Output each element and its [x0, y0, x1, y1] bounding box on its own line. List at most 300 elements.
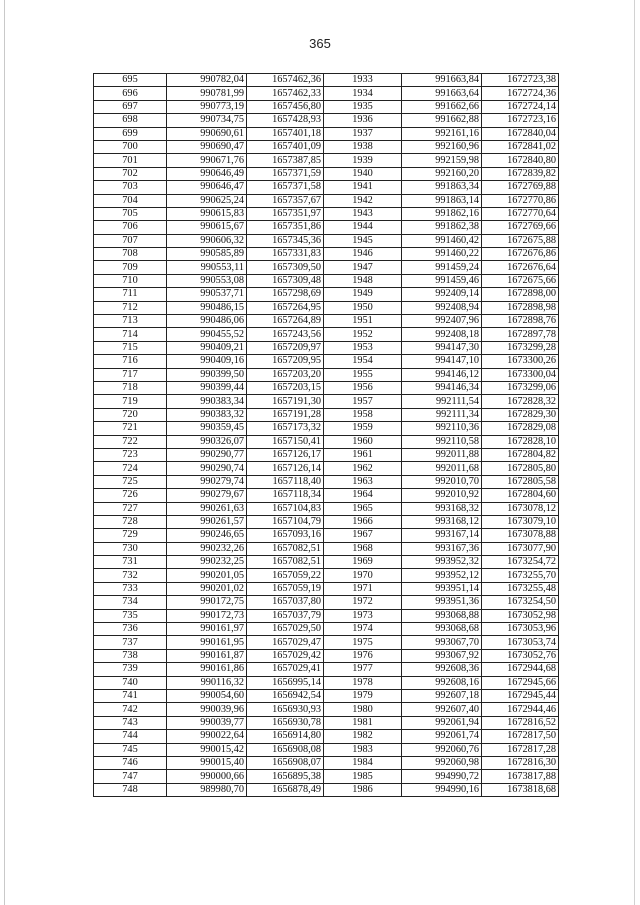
- point-number-right: 1977: [324, 663, 402, 676]
- x-coordinate-left: 990172,75: [167, 596, 247, 609]
- y-coordinate-right: 1673053,74: [482, 636, 559, 649]
- y-coordinate-left: 1657173,32: [247, 422, 324, 435]
- y-coordinate-left: 1657351,86: [247, 221, 324, 234]
- table-row: [94, 341, 559, 354]
- y-coordinate-right: 1673052,76: [482, 649, 559, 662]
- x-coordinate-left: 990161,86: [167, 663, 247, 676]
- point-number-right: 1969: [324, 556, 402, 569]
- x-coordinate-right: 992011,68: [402, 462, 482, 475]
- x-coordinate-left: 990773,19: [167, 100, 247, 113]
- y-coordinate-left: 1657059,22: [247, 569, 324, 582]
- x-coordinate-right: 992160,96: [402, 140, 482, 153]
- y-coordinate-right: 1672841,02: [482, 140, 559, 153]
- point-number-right: 1973: [324, 609, 402, 622]
- x-coordinate-right: 992060,76: [402, 743, 482, 756]
- point-number-right: 1968: [324, 542, 402, 555]
- y-coordinate-left: 1657351,97: [247, 207, 324, 220]
- table-row: [94, 154, 559, 167]
- table-row: [94, 703, 559, 716]
- x-coordinate-left: 990054,60: [167, 689, 247, 702]
- y-coordinate-right: 1672898,76: [482, 315, 559, 328]
- y-coordinate-right: 1673254,50: [482, 596, 559, 609]
- table-row: [94, 649, 559, 662]
- y-coordinate-left: 1657029,47: [247, 636, 324, 649]
- x-coordinate-left: 990409,16: [167, 355, 247, 368]
- point-number-right: 1983: [324, 743, 402, 756]
- table-row: [94, 87, 559, 100]
- table-row: [94, 100, 559, 113]
- x-coordinate-left: 990015,42: [167, 743, 247, 756]
- table-row: [94, 569, 559, 582]
- table-row: [94, 408, 559, 421]
- y-coordinate-left: 1657428,93: [247, 114, 324, 127]
- point-number-right: 1984: [324, 756, 402, 769]
- point-number-right: 1979: [324, 689, 402, 702]
- point-number-left: 731: [94, 556, 167, 569]
- x-coordinate-left: 990646,49: [167, 167, 247, 180]
- x-coordinate-left: 990000,66: [167, 770, 247, 783]
- y-coordinate-left: 1657203,20: [247, 368, 324, 381]
- x-coordinate-right: 993168,32: [402, 502, 482, 515]
- point-number-right: 1963: [324, 475, 402, 488]
- y-coordinate-left: 1656908,07: [247, 756, 324, 769]
- x-coordinate-left: 990615,83: [167, 207, 247, 220]
- y-coordinate-right: 1672945,66: [482, 676, 559, 689]
- x-coordinate-left: 990279,74: [167, 475, 247, 488]
- x-coordinate-left: 990015,40: [167, 756, 247, 769]
- y-coordinate-right: 1672675,66: [482, 274, 559, 287]
- table-row: [94, 676, 559, 689]
- point-number-right: 1967: [324, 529, 402, 542]
- table-row: [94, 462, 559, 475]
- point-number-right: 1944: [324, 221, 402, 234]
- y-coordinate-right: 1673079,10: [482, 515, 559, 528]
- x-coordinate-right: 992110,36: [402, 422, 482, 435]
- y-coordinate-left: 1657298,69: [247, 288, 324, 301]
- point-number-left: 737: [94, 636, 167, 649]
- y-coordinate-right: 1672804,60: [482, 489, 559, 502]
- y-coordinate-right: 1673255,48: [482, 582, 559, 595]
- y-coordinate-left: 1656995,14: [247, 676, 324, 689]
- x-coordinate-right: 991459,46: [402, 274, 482, 287]
- table-row: [94, 114, 559, 127]
- point-number-right: 1940: [324, 167, 402, 180]
- table-row: [94, 502, 559, 515]
- x-coordinate-left: 990279,67: [167, 489, 247, 502]
- y-coordinate-left: 1657203,15: [247, 381, 324, 394]
- point-number-right: 1951: [324, 315, 402, 328]
- x-coordinate-left: 990290,77: [167, 448, 247, 461]
- x-coordinate-right: 992111,34: [402, 408, 482, 421]
- point-number-right: 1960: [324, 435, 402, 448]
- y-coordinate-left: 1657456,80: [247, 100, 324, 113]
- table-row: [94, 475, 559, 488]
- y-coordinate-right: 1672770,86: [482, 194, 559, 207]
- x-coordinate-right: 992408,94: [402, 301, 482, 314]
- x-coordinate-right: 994147,10: [402, 355, 482, 368]
- point-number-right: 1978: [324, 676, 402, 689]
- point-number-left: 707: [94, 234, 167, 247]
- point-number-right: 1941: [324, 181, 402, 194]
- point-number-left: 710: [94, 274, 167, 287]
- x-coordinate-right: 991460,22: [402, 248, 482, 261]
- y-coordinate-right: 1672816,52: [482, 716, 559, 729]
- table-row: [94, 248, 559, 261]
- x-coordinate-left: 990201,05: [167, 569, 247, 582]
- x-coordinate-left: 990553,08: [167, 274, 247, 287]
- point-number-left: 714: [94, 328, 167, 341]
- y-coordinate-left: 1657104,79: [247, 515, 324, 528]
- point-number-right: 1966: [324, 515, 402, 528]
- x-coordinate-right: 992010,70: [402, 475, 482, 488]
- y-coordinate-left: 1657264,89: [247, 315, 324, 328]
- table-row: [94, 127, 559, 140]
- y-coordinate-left: 1657029,41: [247, 663, 324, 676]
- point-number-right: 1955: [324, 368, 402, 381]
- x-coordinate-left: 990409,21: [167, 341, 247, 354]
- x-coordinate-right: 991862,16: [402, 207, 482, 220]
- y-coordinate-right: 1672676,86: [482, 248, 559, 261]
- point-number-left: 699: [94, 127, 167, 140]
- point-number-right: 1945: [324, 234, 402, 247]
- point-number-left: 733: [94, 582, 167, 595]
- point-number-right: 1946: [324, 248, 402, 261]
- y-coordinate-left: 1657462,36: [247, 74, 324, 87]
- y-coordinate-left: 1657309,48: [247, 274, 324, 287]
- table-row: [94, 529, 559, 542]
- x-coordinate-right: 993068,68: [402, 623, 482, 636]
- x-coordinate-right: 992060,98: [402, 756, 482, 769]
- point-number-right: 1947: [324, 261, 402, 274]
- y-coordinate-left: 1656908,08: [247, 743, 324, 756]
- table-row: [94, 261, 559, 274]
- point-number-left: 726: [94, 489, 167, 502]
- point-number-left: 723: [94, 448, 167, 461]
- point-number-left: 742: [94, 703, 167, 716]
- point-number-right: 1957: [324, 395, 402, 408]
- y-coordinate-left: 1657037,80: [247, 596, 324, 609]
- y-coordinate-right: 1673300,26: [482, 355, 559, 368]
- y-coordinate-left: 1657118,40: [247, 475, 324, 488]
- x-coordinate-left: 990161,95: [167, 636, 247, 649]
- x-coordinate-left: 990486,15: [167, 301, 247, 314]
- x-coordinate-right: 991663,64: [402, 87, 482, 100]
- point-number-right: 1937: [324, 127, 402, 140]
- x-coordinate-right: 992608,36: [402, 663, 482, 676]
- y-coordinate-right: 1673300,04: [482, 368, 559, 381]
- y-coordinate-right: 1672945,44: [482, 689, 559, 702]
- x-coordinate-right: 993067,92: [402, 649, 482, 662]
- y-coordinate-left: 1657082,51: [247, 556, 324, 569]
- y-coordinate-left: 1657093,16: [247, 529, 324, 542]
- x-coordinate-right: 994147,30: [402, 341, 482, 354]
- y-coordinate-right: 1673077,90: [482, 542, 559, 555]
- point-number-left: 740: [94, 676, 167, 689]
- x-coordinate-right: 993168,12: [402, 515, 482, 528]
- y-coordinate-left: 1657191,30: [247, 395, 324, 408]
- x-coordinate-right: 993951,36: [402, 596, 482, 609]
- y-coordinate-left: 1657264,95: [247, 301, 324, 314]
- y-coordinate-right: 1672769,66: [482, 221, 559, 234]
- x-coordinate-left: 990039,96: [167, 703, 247, 716]
- point-number-right: 1975: [324, 636, 402, 649]
- x-coordinate-left: 990116,32: [167, 676, 247, 689]
- table-row: [94, 234, 559, 247]
- point-number-left: 743: [94, 716, 167, 729]
- x-coordinate-left: 990326,07: [167, 435, 247, 448]
- point-number-right: 1985: [324, 770, 402, 783]
- table-row: [94, 355, 559, 368]
- y-coordinate-right: 1672816,30: [482, 756, 559, 769]
- table-row: [94, 716, 559, 729]
- y-coordinate-right: 1673255,70: [482, 569, 559, 582]
- scan-right-edge: [634, 0, 635, 905]
- point-number-left: 717: [94, 368, 167, 381]
- y-coordinate-right: 1673078,12: [482, 502, 559, 515]
- x-coordinate-left: 990161,97: [167, 623, 247, 636]
- x-coordinate-right: 992161,16: [402, 127, 482, 140]
- x-coordinate-left: 990359,45: [167, 422, 247, 435]
- y-coordinate-right: 1672804,82: [482, 448, 559, 461]
- x-coordinate-right: 992010,92: [402, 489, 482, 502]
- x-coordinate-left: 990690,47: [167, 140, 247, 153]
- table-row: [94, 381, 559, 394]
- y-coordinate-left: 1657401,09: [247, 140, 324, 153]
- table-row: [94, 542, 559, 555]
- table-row: [94, 301, 559, 314]
- point-number-left: 730: [94, 542, 167, 555]
- x-coordinate-left: 990232,26: [167, 542, 247, 555]
- y-coordinate-right: 1672676,64: [482, 261, 559, 274]
- x-coordinate-left: 990039,77: [167, 716, 247, 729]
- x-coordinate-right: 993068,88: [402, 609, 482, 622]
- table-row: [94, 609, 559, 622]
- table-row: [94, 623, 559, 636]
- y-coordinate-left: 1657118,34: [247, 489, 324, 502]
- point-number-left: 701: [94, 154, 167, 167]
- x-coordinate-left: 990782,04: [167, 74, 247, 87]
- x-coordinate-left: 990625,24: [167, 194, 247, 207]
- point-number-left: 745: [94, 743, 167, 756]
- y-coordinate-left: 1657126,14: [247, 462, 324, 475]
- y-coordinate-left: 1657209,97: [247, 341, 324, 354]
- point-number-left: 698: [94, 114, 167, 127]
- x-coordinate-right: 992061,74: [402, 730, 482, 743]
- y-coordinate-left: 1657029,42: [247, 649, 324, 662]
- point-number-left: 722: [94, 435, 167, 448]
- point-number-left: 747: [94, 770, 167, 783]
- y-coordinate-left: 1657401,18: [247, 127, 324, 140]
- table-row: [94, 395, 559, 408]
- table-row: [94, 448, 559, 461]
- table-row: [94, 140, 559, 153]
- y-coordinate-right: 1672829,30: [482, 408, 559, 421]
- x-coordinate-left: 990201,02: [167, 582, 247, 595]
- table-row: [94, 783, 559, 796]
- point-number-right: 1970: [324, 569, 402, 582]
- table-row: [94, 582, 559, 595]
- table-row: [94, 368, 559, 381]
- table-row: [94, 435, 559, 448]
- point-number-right: 1982: [324, 730, 402, 743]
- coordinates-table-body: [94, 74, 559, 797]
- y-coordinate-left: 1657462,33: [247, 87, 324, 100]
- y-coordinate-right: 1672724,36: [482, 87, 559, 100]
- point-number-right: 1934: [324, 87, 402, 100]
- point-number-right: 1954: [324, 355, 402, 368]
- x-coordinate-right: 992608,16: [402, 676, 482, 689]
- y-coordinate-left: 1657191,28: [247, 408, 324, 421]
- point-number-left: 709: [94, 261, 167, 274]
- point-number-right: 1962: [324, 462, 402, 475]
- point-number-left: 744: [94, 730, 167, 743]
- y-coordinate-right: 1672944,46: [482, 703, 559, 716]
- x-coordinate-right: 991662,88: [402, 114, 482, 127]
- x-coordinate-left: 990246,65: [167, 529, 247, 542]
- x-coordinate-right: 992408,18: [402, 328, 482, 341]
- y-coordinate-right: 1672817,28: [482, 743, 559, 756]
- table-row: [94, 221, 559, 234]
- x-coordinate-right: 993167,14: [402, 529, 482, 542]
- point-number-right: 1952: [324, 328, 402, 341]
- x-coordinate-right: 992159,98: [402, 154, 482, 167]
- point-number-right: 1956: [324, 381, 402, 394]
- x-coordinate-right: 991459,24: [402, 261, 482, 274]
- table-row: [94, 207, 559, 220]
- x-coordinate-left: 990399,44: [167, 381, 247, 394]
- x-coordinate-left: 990455,52: [167, 328, 247, 341]
- y-coordinate-right: 1672723,38: [482, 74, 559, 87]
- x-coordinate-right: 992607,18: [402, 689, 482, 702]
- y-coordinate-left: 1657371,59: [247, 167, 324, 180]
- y-coordinate-right: 1673817,88: [482, 770, 559, 783]
- table-row: [94, 74, 559, 87]
- point-number-left: 712: [94, 301, 167, 314]
- table-row: [94, 730, 559, 743]
- y-coordinate-right: 1672897,78: [482, 328, 559, 341]
- y-coordinate-right: 1672770,64: [482, 207, 559, 220]
- table-row: [94, 181, 559, 194]
- point-number-right: 1938: [324, 140, 402, 153]
- x-coordinate-right: 993167,36: [402, 542, 482, 555]
- y-coordinate-right: 1673053,96: [482, 623, 559, 636]
- point-number-left: 708: [94, 248, 167, 261]
- y-coordinate-right: 1672840,04: [482, 127, 559, 140]
- y-coordinate-left: 1656895,38: [247, 770, 324, 783]
- y-coordinate-left: 1657357,67: [247, 194, 324, 207]
- y-coordinate-right: 1672828,10: [482, 435, 559, 448]
- point-number-left: 746: [94, 756, 167, 769]
- x-coordinate-left: 990646,47: [167, 181, 247, 194]
- y-coordinate-left: 1657126,17: [247, 448, 324, 461]
- point-number-right: 1933: [324, 74, 402, 87]
- x-coordinate-left: 990022,64: [167, 730, 247, 743]
- point-number-left: 704: [94, 194, 167, 207]
- table-row: [94, 756, 559, 769]
- y-coordinate-right: 1672898,00: [482, 288, 559, 301]
- x-coordinate-right: 994146,34: [402, 381, 482, 394]
- point-number-left: 711: [94, 288, 167, 301]
- y-coordinate-left: 1657209,95: [247, 355, 324, 368]
- x-coordinate-right: 991663,84: [402, 74, 482, 87]
- point-number-left: 718: [94, 381, 167, 394]
- table-row: [94, 663, 559, 676]
- x-coordinate-left: 990290,74: [167, 462, 247, 475]
- point-number-left: 732: [94, 569, 167, 582]
- coordinates-table: [93, 73, 559, 797]
- point-number-right: 1935: [324, 100, 402, 113]
- table-row: [94, 274, 559, 287]
- x-coordinate-left: 990553,11: [167, 261, 247, 274]
- x-coordinate-left: 990383,32: [167, 408, 247, 421]
- point-number-left: 735: [94, 609, 167, 622]
- y-coordinate-right: 1672840,80: [482, 154, 559, 167]
- x-coordinate-left: 990585,89: [167, 248, 247, 261]
- x-coordinate-right: 992011,88: [402, 448, 482, 461]
- y-coordinate-right: 1672898,98: [482, 301, 559, 314]
- point-number-left: 738: [94, 649, 167, 662]
- y-coordinate-left: 1657104,83: [247, 502, 324, 515]
- y-coordinate-right: 1673052,98: [482, 609, 559, 622]
- x-coordinate-left: 990615,67: [167, 221, 247, 234]
- x-coordinate-left: 990781,99: [167, 87, 247, 100]
- x-coordinate-left: 990161,87: [167, 649, 247, 662]
- table-row: [94, 167, 559, 180]
- point-number-left: 696: [94, 87, 167, 100]
- point-number-left: 725: [94, 475, 167, 488]
- y-coordinate-right: 1672817,50: [482, 730, 559, 743]
- table-row: [94, 770, 559, 783]
- table-row: [94, 288, 559, 301]
- point-number-right: 1965: [324, 502, 402, 515]
- y-coordinate-left: 1657309,50: [247, 261, 324, 274]
- y-coordinate-left: 1656914,80: [247, 730, 324, 743]
- y-coordinate-right: 1672805,80: [482, 462, 559, 475]
- table-row: [94, 596, 559, 609]
- y-coordinate-right: 1673078,88: [482, 529, 559, 542]
- table-row: [94, 556, 559, 569]
- x-coordinate-right: 991662,66: [402, 100, 482, 113]
- point-number-left: 724: [94, 462, 167, 475]
- y-coordinate-right: 1672724,14: [482, 100, 559, 113]
- x-coordinate-right: 991863,14: [402, 194, 482, 207]
- table-row: [94, 515, 559, 528]
- table-row: [94, 743, 559, 756]
- point-number-left: 695: [94, 74, 167, 87]
- table-row: [94, 689, 559, 702]
- point-number-left: 697: [94, 100, 167, 113]
- point-number-left: 703: [94, 181, 167, 194]
- y-coordinate-right: 1672839,82: [482, 167, 559, 180]
- table-row: [94, 422, 559, 435]
- y-coordinate-right: 1672944,68: [482, 663, 559, 676]
- x-coordinate-left: 990399,50: [167, 368, 247, 381]
- y-coordinate-right: 1672828,32: [482, 395, 559, 408]
- point-number-left: 734: [94, 596, 167, 609]
- x-coordinate-left: 990261,63: [167, 502, 247, 515]
- x-coordinate-right: 993952,12: [402, 569, 482, 582]
- point-number-right: 1972: [324, 596, 402, 609]
- y-coordinate-left: 1657029,50: [247, 623, 324, 636]
- x-coordinate-left: 990671,76: [167, 154, 247, 167]
- point-number-right: 1950: [324, 301, 402, 314]
- point-number-right: 1964: [324, 489, 402, 502]
- x-coordinate-right: 992110,58: [402, 435, 482, 448]
- point-number-right: 1958: [324, 408, 402, 421]
- point-number-right: 1961: [324, 448, 402, 461]
- y-coordinate-left: 1657150,41: [247, 435, 324, 448]
- y-coordinate-right: 1673254,72: [482, 556, 559, 569]
